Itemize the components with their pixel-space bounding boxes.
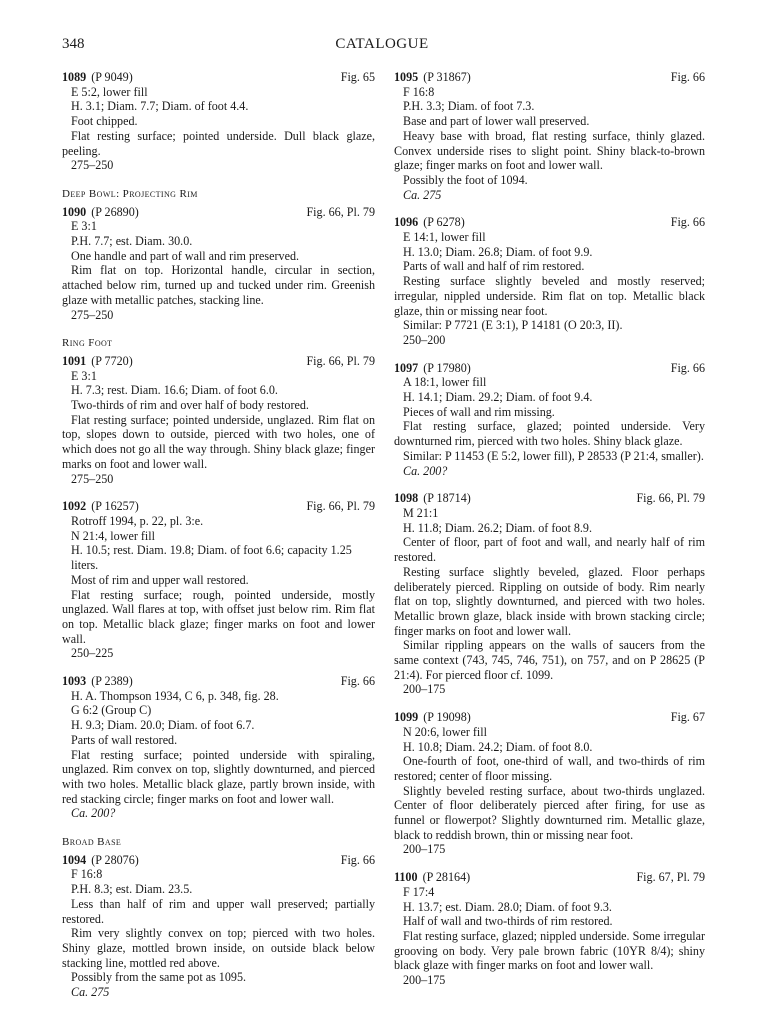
catalogue-entry: [394, 215, 705, 347]
entry-id: [62, 354, 133, 369]
entry-detail-line: H. A. Thompson 1934, C 6, p. 348, fig. 28.: [71, 688, 279, 703]
entry-description: Center of floor, part of foot and wall, and nearly half of rim restored.: [394, 535, 705, 565]
inventory-number: (P 9049): [91, 70, 133, 84]
entry-header: [394, 361, 705, 376]
entry-detail-line: M 21:1: [403, 505, 439, 520]
entry-id: [394, 215, 465, 230]
inventory-number: (P 19098): [423, 710, 471, 725]
entry-detail-line: H. 10.5; rest. Diam. 19.8; Diam. of foot 6.6; capacity 1.25 liters.: [71, 543, 352, 573]
figure-reference: Fig. 66, Pl. 79: [636, 491, 705, 506]
inventory-number: (P 17980): [423, 360, 471, 375]
entry-header: [62, 70, 375, 85]
inventory-number: (P 28164): [422, 870, 471, 885]
entry-detail-line: P.H. 8.3; est. Diam. 23.5.: [71, 882, 193, 897]
catalogue-entry: [394, 361, 705, 479]
entry-description: Possibly the foot of 1094.: [403, 172, 528, 187]
entry-date: Ca. 275: [71, 985, 110, 1000]
inventory-number: (P 7720): [91, 353, 133, 368]
entry-description: Similar: P 11453 (E 5:2, lower fill), P 28533 (P 21:4, smaller).: [403, 448, 704, 463]
figure-reference: Fig. 66: [340, 852, 375, 867]
figure-reference: Fig. 66, Pl. 79: [306, 499, 375, 514]
entry-detail-line: One handle and part of wall and rim preserved.: [71, 248, 300, 263]
entry-date: 275–250: [71, 158, 114, 173]
entry-description: Rim flat on top. Horizontal handle, circular in section, attached below rim, turned up and tucked under rim. Greenish glaze with metallic patches, stacking line.: [62, 263, 375, 307]
entry-number: 1092: [62, 499, 87, 514]
catalogue-entry: [62, 499, 375, 661]
figure-reference: Fig. 66, Pl. 79: [306, 204, 375, 219]
entry-number: 1097: [394, 360, 419, 375]
entry-detail-line: Parts of wall restored.: [71, 732, 178, 747]
running-head: CATALOGUE: [335, 36, 429, 52]
entry-id: [62, 499, 139, 514]
left-column: [62, 70, 375, 1000]
entry-header: [394, 491, 705, 506]
entry-detail-line: H. 11.8; Diam. 26.2; Diam. of foot 8.9.: [403, 520, 593, 535]
entry-detail-line: Two-thirds of rim and over half of body restored.: [71, 398, 309, 413]
entry-id: [62, 205, 139, 220]
entry-date: 250–225: [71, 646, 114, 661]
entry-header: [394, 70, 705, 85]
entry-number: 1099: [394, 710, 419, 725]
entry-number: 1093: [62, 674, 87, 689]
entry-detail-line: Parts of wall and half of rim restored.: [403, 259, 585, 274]
entry-description: Similar rippling appears on the walls of saucers from the same context (743, 745, 746, 751), on 757, and on P 28625 (P 21:4). For pierced floor cf. 1099.: [394, 638, 705, 682]
entry-date: 200–175: [403, 842, 446, 857]
entry-detail-line: A 18:1, lower fill: [403, 375, 487, 390]
entry-detail-line: E 14:1, lower fill: [403, 230, 486, 245]
entry-header: [62, 354, 375, 369]
entry-number: 1094: [62, 852, 87, 867]
figure-reference: Fig. 66: [340, 674, 375, 689]
entry-detail-line: P.H. 7.7; est. Diam. 30.0.: [71, 234, 193, 249]
catalogue-entry: [394, 70, 705, 202]
entry-number: 1098: [394, 491, 419, 506]
inventory-number: (P 2389): [91, 674, 133, 689]
entry-number: 1096: [394, 215, 419, 230]
entry-detail-line: P.H. 3.3; Diam. of foot 7.3.: [403, 99, 535, 114]
figure-reference: Fig. 67, Pl. 79: [636, 870, 705, 885]
entry-description: Rim very slightly convex on top; pierced with two holes. Shiny glaze, mottled brown inside, on outside black below stacking line, mottled red above.: [62, 926, 375, 970]
entry-description: Possibly from the same pot as 1095.: [71, 970, 247, 985]
entry-header: [394, 710, 705, 725]
catalogue-entry: [394, 491, 705, 697]
entry-number: 1089: [62, 70, 87, 84]
entry-id: [62, 674, 133, 689]
catalogue-entry: [62, 853, 375, 1000]
entry-description: Flat resting surface; rough, pointed underside, mostly unglazed. Wall flares at top, with offset just below rim. Rim flat on top. Metallic black glaze; finger marks on foot and lower wall.: [62, 587, 375, 646]
entry-detail-line: N 20:6, lower fill: [403, 724, 487, 739]
figure-reference: Fig. 66, Pl. 79: [306, 353, 375, 368]
entry-detail-line: F 16:8: [403, 84, 435, 99]
entry-id: [394, 710, 471, 725]
entry-id: [394, 870, 470, 885]
catalogue-entry: [62, 354, 375, 486]
entry-description: Similar: P 7721 (E 3:1), P 14181 (O 20:3, II).: [403, 318, 623, 333]
entry-description: Resting surface slightly beveled and mostly reserved; irregular, nippled underside. Rim flat on top. Metallic black glaze, thin or missing near foot.: [394, 274, 705, 318]
figure-reference: Fig. 65: [340, 70, 375, 84]
entry-description: Flat resting surface, glazed; pointed underside. Very downturned rim, pierced with two holes. Shiny black glaze.: [394, 419, 705, 449]
entry-detail-line: F 16:8: [71, 867, 103, 882]
inventory-number: (P 16257): [91, 499, 139, 514]
entry-detail-line: Rotroff 1994, p. 22, pl. 3:e.: [71, 513, 204, 528]
entry-detail-line: E 3:1: [71, 219, 97, 234]
entry-detail-line: Most of rim and upper wall restored.: [71, 572, 249, 587]
entry-date: Ca. 275: [403, 187, 442, 202]
entry-detail-line: H. 10.8; Diam. 24.2; Diam. of foot 8.0.: [403, 739, 593, 754]
catalogue-entry: [394, 870, 705, 988]
entry-header: [394, 215, 705, 230]
entry-detail-line: H. 13.0; Diam. 26.8; Diam. of foot 9.9.: [403, 244, 593, 259]
entry-detail-line: Base and part of lower wall preserved.: [403, 114, 590, 129]
entry-date: 250–200: [403, 332, 446, 347]
inventory-number: (P 26890): [91, 204, 139, 219]
entry-header: [62, 205, 375, 220]
figure-reference: Fig. 66: [670, 360, 705, 375]
entry-id: [62, 853, 139, 868]
entry-number: 1095: [394, 70, 419, 84]
entry-number: 1090: [62, 204, 87, 219]
figure-reference: Fig. 66: [670, 215, 705, 230]
entry-detail-line: Foot chipped.: [71, 114, 138, 129]
inventory-number: (P 18714): [423, 491, 471, 506]
entry-date: 200–175: [403, 973, 446, 988]
entry-detail-line: Half of wall and two-thirds of rim restored.: [403, 914, 613, 929]
entry-description: One-fourth of foot, one-third of wall, and two-thirds of rim restored; center of floor missing.: [394, 754, 705, 783]
entry-date: 200–175: [403, 682, 446, 697]
page-number: 348: [62, 36, 85, 52]
catalogue-entry: [62, 70, 375, 173]
entry-header: [62, 853, 375, 868]
entry-detail-line: E 3:1: [71, 368, 97, 383]
entry-detail-line: H. 7.3; rest. Diam. 16.6; Diam. of foot 6.0.: [71, 383, 278, 398]
inventory-number: (P 6278): [423, 215, 465, 230]
entry-detail-line: N 21:4, lower fill: [71, 528, 155, 543]
figure-reference: Fig. 67: [670, 710, 705, 725]
figure-reference: Fig. 66: [670, 70, 705, 84]
catalogue-entry: [62, 674, 375, 821]
right-column: [394, 70, 705, 988]
entry-description: Flat resting surface; pointed underside, unglazed. Rim flat on top, slopes down to outside, pierced with two holes, one of which does not go all the way through. Shiny black glaze; finger marks on foot and lower wall.: [62, 412, 375, 471]
entry-date: Ca. 200?: [403, 463, 448, 478]
inventory-number: (P 31867): [423, 70, 471, 84]
entry-number: 1091: [62, 353, 87, 368]
entry-id: [394, 70, 471, 85]
entry-date: 275–250: [71, 307, 114, 322]
entry-description: Flat resting surface; pointed underside with spiraling, unglazed. Rim convex on top, slightly downturned, and pierced with two holes. Metallic black glaze, partly brown inside, with red stacking circle; finger marks on foot and lower wall.: [62, 747, 375, 806]
entry-number: 1100: [394, 870, 418, 885]
section-heading: Ring Foot: [62, 337, 113, 350]
entry-header: [62, 674, 375, 689]
entry-date: 275–250: [71, 471, 114, 486]
entry-header: [62, 499, 375, 514]
entry-description: Resting surface slightly beveled, glazed. Floor perhaps deliberately pierced. Rippling on outside of body. Rim nearly flat on top, slightly downturned, and pierced with two holes. Metallic brown glaze, black inside with brown stacking circle; finger marks on foot and lower wall.: [394, 564, 705, 638]
catalogue-entry: [62, 205, 375, 323]
entry-detail-line: F 17:4: [403, 884, 435, 899]
entry-detail-line: H. 13.7; est. Diam. 28.0; Diam. of foot 9.3.: [403, 899, 612, 914]
entry-detail-line: Pieces of wall and rim missing.: [403, 404, 555, 419]
entry-header: [394, 870, 705, 885]
catalogue-entry: [394, 710, 705, 857]
entry-detail-line: H. 14.1; Diam. 29.2; Diam. of foot 9.4.: [403, 390, 593, 405]
inventory-number: (P 28076): [91, 852, 139, 867]
section-heading: Broad Base: [62, 836, 122, 849]
entry-detail-line: G 6:2 (Group C): [71, 703, 152, 718]
entry-description: Heavy base with broad, flat resting surface, thinly glazed. Convex underside rises to slight point. Shiny black-to-brown glaze; finger marks on foot and lower wall.: [394, 128, 705, 173]
entry-id: [394, 491, 471, 506]
entry-description: Slightly beveled resting surface, about two-thirds unglazed. Center of floor deliberately pierced after firing, for use as funnel or flowerpot? Slightly downturned rim. Metallic glaze, black to reddish brown, thin or missing near foot.: [394, 783, 705, 842]
entry-detail-line: H. 3.1; Diam. 7.7; Diam. of foot 4.4.: [71, 99, 249, 114]
entry-description: Flat resting surface, glazed; nippled underside. Some irregular grooving on body. Very pale brown fabric (10YR 8/4); shiny black glaze with finger marks on foot and lower wall.: [394, 928, 705, 973]
entry-description: Flat resting surface; pointed underside. Dull black glaze, peeling.: [62, 128, 375, 158]
entry-detail-line: E 5:2, lower fill: [71, 84, 148, 99]
entry-description: Less than half of rim and upper wall preserved; partially restored.: [62, 896, 375, 926]
entry-id: [62, 70, 133, 85]
entry-date: Ca. 200?: [71, 806, 116, 821]
entry-id: [394, 361, 471, 376]
entry-detail-line: H. 9.3; Diam. 20.0; Diam. of foot 6.7.: [71, 718, 255, 733]
section-heading: Deep Bowl: Projecting Rim: [62, 187, 198, 200]
